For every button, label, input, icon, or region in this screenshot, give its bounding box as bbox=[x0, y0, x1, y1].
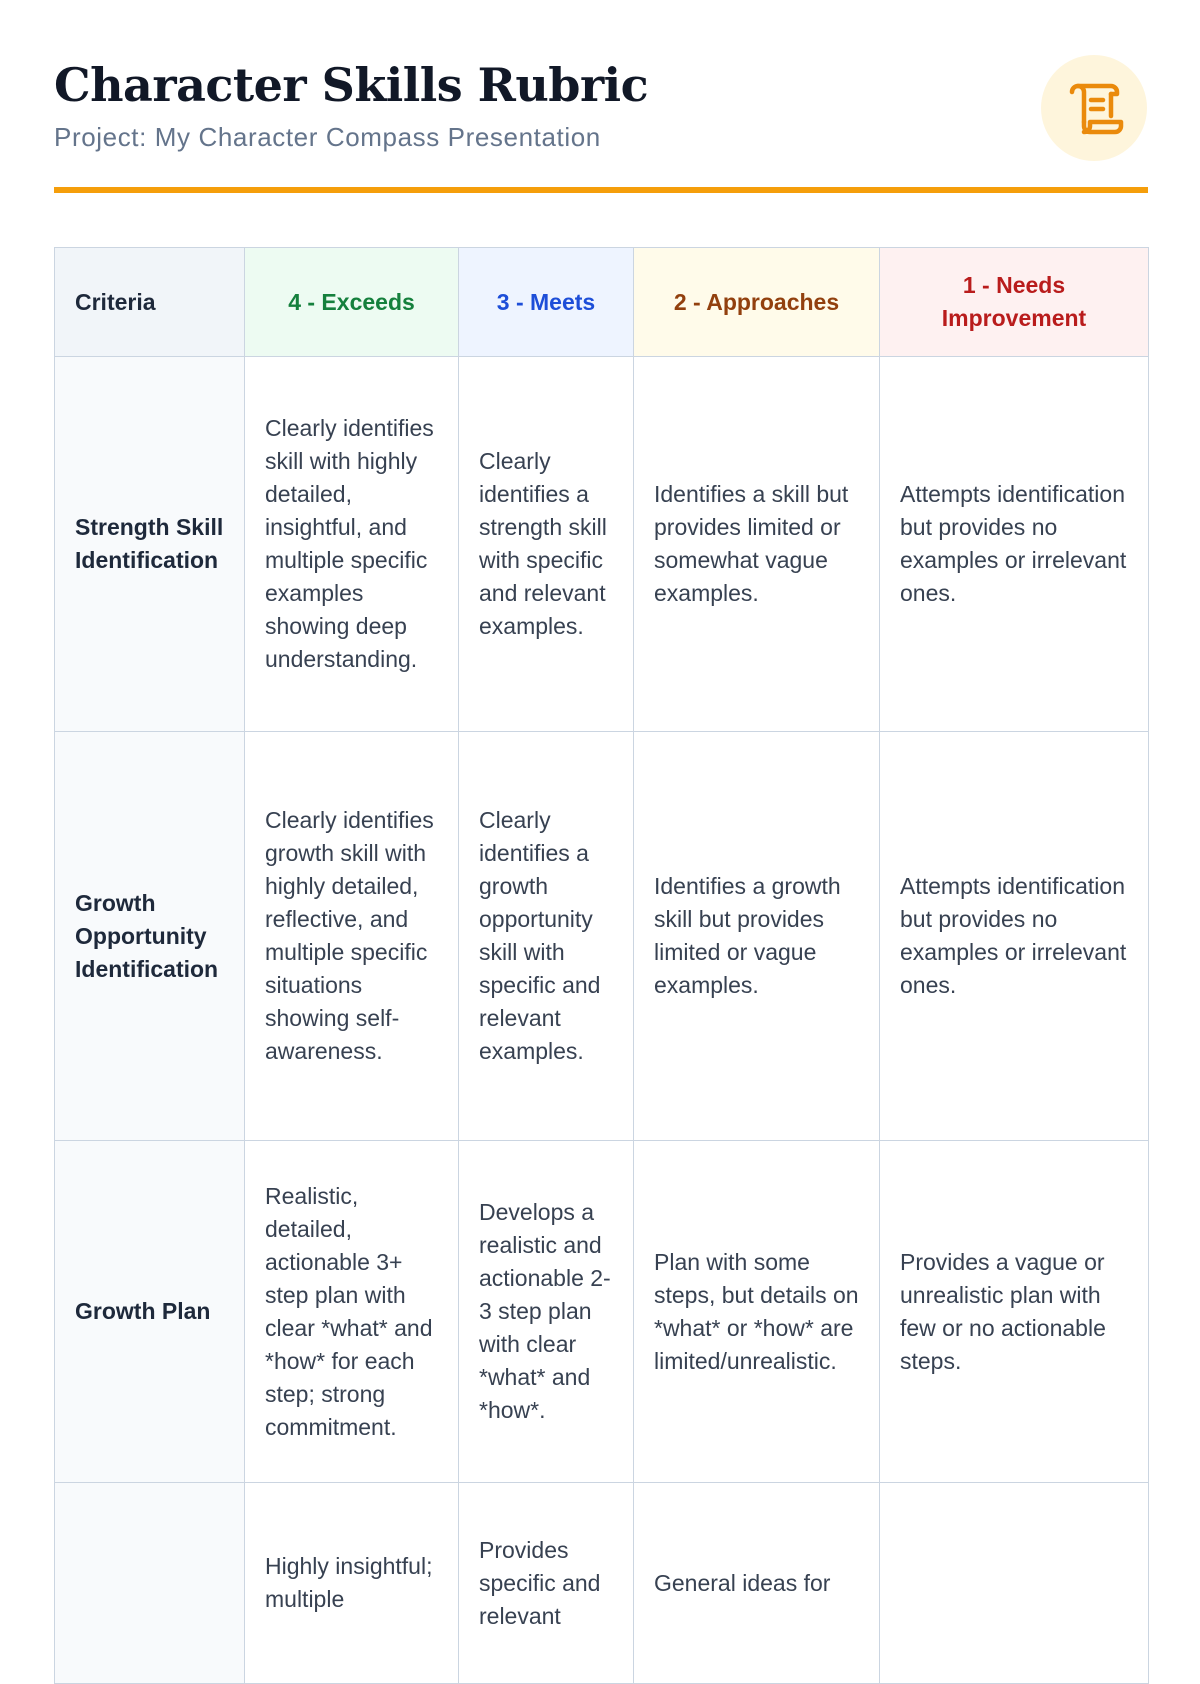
approaches-cell: General ideas for bbox=[634, 1483, 880, 1684]
exceeds-cell: Highly insightful; multiple bbox=[245, 1483, 459, 1684]
meets-cell: Clearly identifies a strength skill with specific and relevant examples. bbox=[459, 357, 634, 732]
exceeds-cell: Realistic, detailed, actionable 3+ step plan with clear *what* and *how* for each step; strong commitment. bbox=[245, 1141, 459, 1483]
criterion-cell: Growth Plan bbox=[55, 1141, 245, 1483]
header-meets: 3 - Meets bbox=[459, 248, 634, 357]
approaches-cell: Identifies a growth skill but provides limited or vague examples. bbox=[634, 732, 880, 1141]
scroll-logo bbox=[1041, 55, 1147, 161]
table-row bbox=[55, 1483, 1149, 1684]
header-row bbox=[55, 248, 1149, 357]
header-exceeds: 4 - Exceeds bbox=[245, 248, 459, 357]
needs-cell: Attempts identification but provides no examples or irrelevant ones. bbox=[880, 357, 1149, 732]
exceeds-cell: Clearly identifies growth skill with highly detailed, reflective, and multiple specific situations showing self-awareness. bbox=[245, 732, 459, 1141]
page-header bbox=[54, 0, 1148, 190]
header-approaches: 2 - Approaches bbox=[634, 248, 880, 357]
project-subtitle: Project: My Character Compass Presentation bbox=[54, 122, 601, 152]
scroll-icon bbox=[1063, 78, 1125, 138]
meets-cell: Clearly identifies a growth opportunity skill with specific and relevant examples. bbox=[459, 732, 634, 1141]
header-criteria: Criteria bbox=[55, 248, 245, 357]
meets-cell: Develops a realistic and actionable 2-3 step plan with clear *what* and *how*. bbox=[459, 1141, 634, 1483]
page-title: Character Skills Rubric bbox=[54, 58, 649, 112]
exceeds-cell: Clearly identifies skill with highly detailed, insightful, and multiple specific examples showing deep understanding. bbox=[245, 357, 459, 732]
rubric-page bbox=[54, 0, 1148, 1629]
meets-cell: Provides specific and relevant bbox=[459, 1483, 634, 1684]
table-row bbox=[55, 1141, 1149, 1483]
criterion-cell: Strength Skill Identification bbox=[55, 357, 245, 732]
criterion-cell bbox=[55, 1483, 245, 1684]
header-needs-improvement: 1 - Needs Improvement bbox=[880, 248, 1149, 357]
criterion-cell: Growth Opportunity Identification bbox=[55, 732, 245, 1141]
table-row bbox=[55, 732, 1149, 1141]
header-divider bbox=[54, 187, 1148, 193]
needs-cell: Attempts identification but provides no examples or irrelevant ones. bbox=[880, 732, 1149, 1141]
approaches-cell: Identifies a skill but provides limited or somewhat vague examples. bbox=[634, 357, 880, 732]
needs-cell: Provides a vague or unrealistic plan with few or no actionable steps. bbox=[880, 1141, 1149, 1483]
needs-cell bbox=[880, 1483, 1149, 1684]
table-row bbox=[55, 357, 1149, 732]
rubric-table bbox=[54, 247, 1149, 1684]
approaches-cell: Plan with some steps, but details on *what* or *how* are limited/unrealistic. bbox=[634, 1141, 880, 1483]
